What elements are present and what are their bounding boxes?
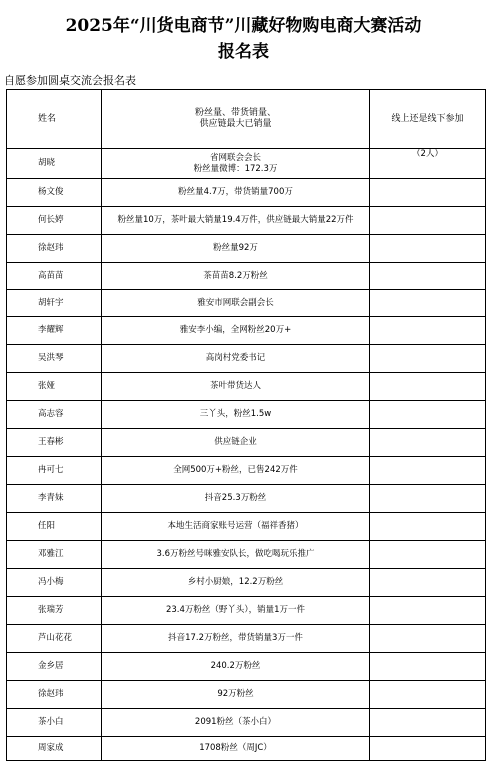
cell-name: 任阳 [7,513,102,541]
cell-name: 何长婷 [7,207,102,235]
cell-mode [370,625,486,653]
table-row [7,317,486,345]
cell-stats: 三丫头，粉丝1.5w [102,401,370,429]
cell-mode: （2人） [370,149,486,179]
table-row [7,149,486,179]
cell-stats: 23.4万粉丝（野丫头），销量1万一件 [102,597,370,625]
cell-name: 张瑞芳 [7,597,102,625]
header-mode: 线上还是线下参加 [370,90,486,149]
cell-name: 茶小白 [7,709,102,737]
table-row [7,513,486,541]
cell-mode [370,317,486,345]
table-row [7,541,486,569]
table-row [7,625,486,653]
header-stats-line-1: 粉丝量、带货销量、 [194,108,276,118]
cell-name: 高苗苗 [7,263,102,290]
cell-stats: 雅安市网联会副会长 [102,290,370,317]
cell-mode [370,709,486,737]
cell-mode [370,737,486,761]
registration-table [6,89,486,761]
cell-stats: 全网500万+粉丝，已售242万件 [102,457,370,485]
cell-stats: 茶叶带货达人 [102,373,370,401]
header-stats [102,90,370,149]
cell-stats: 雅安李小编，全网粉丝20万+ [102,317,370,345]
header-stats-line-2: 供应链最大已销量 [199,119,272,129]
cell-name: 金乡居 [7,653,102,681]
table-row [7,207,486,235]
cell-stats: 1708粉丝（周JC） [102,737,370,761]
sheet-subtitle: 自愿参加圆桌交流会报名表 [4,74,136,87]
cell-stats: 粉丝量10万，茶叶最大销量19.4万件，供应链最大销量22万件 [102,207,370,235]
cell-name: 胡轩宇 [7,290,102,317]
cell-stats: 乡村小厨娘，12.2万粉丝 [102,569,370,597]
cell-mode [370,290,486,317]
table-row [7,653,486,681]
header-name: 姓名 [7,90,102,149]
cell-mode [370,513,486,541]
table-row [7,709,486,737]
table-row [7,373,486,401]
cell-mode [370,597,486,625]
cell-mode [370,653,486,681]
cell-stats: 2091粉丝（茶小白） [102,709,370,737]
cell-name: 冯小梅 [7,569,102,597]
table-row [7,737,486,761]
cell-stats: 茶苗苗8.2万粉丝 [102,263,370,290]
table-row [7,597,486,625]
cell-name: 高志容 [7,401,102,429]
table-row [7,485,486,513]
cell-name: 张娅 [7,373,102,401]
table-row [7,179,486,207]
cell-mode [370,235,486,263]
cell-stats [102,149,370,179]
table-row [7,401,486,429]
table-row [7,429,486,457]
cell-name: 王春彬 [7,429,102,457]
cell-stats: 粉丝量4.7万，带货销量700万 [102,179,370,207]
cell-mode [370,485,486,513]
cell-mode [370,345,486,373]
cell-name: 吴洪琴 [7,345,102,373]
cell-stats: 抖音17.2万粉丝，带货销量3万一件 [102,625,370,653]
cell-stats: 本地生活商家账号运营（福祥香猪） [102,513,370,541]
title-line-2: 报名表 [218,42,269,62]
cell-mode [370,373,486,401]
cell-stats: 供应链企业 [102,429,370,457]
table-row [7,681,486,709]
table-row [7,345,486,373]
cell-mode [370,207,486,235]
cell-name: 李耀辉 [7,317,102,345]
cell-mode [370,457,486,485]
cell-name: 胡晓 [7,149,102,179]
cell-mode [370,429,486,457]
cell-name: 冉可七 [7,457,102,485]
cell-mode [370,541,486,569]
cell-name: 杨文俊 [7,179,102,207]
cell-stats: 粉丝量92万 [102,235,370,263]
cell-stats: 3.6万粉丝号咪雅安队长，做吃喝玩乐推广 [102,541,370,569]
cell-name: 周家成 [7,737,102,761]
cell-name: 芦山花花 [7,625,102,653]
cell-name: 徐赵玮 [7,681,102,709]
cell-stats: 240.2万粉丝 [102,653,370,681]
cell-name: 邓雅江 [7,541,102,569]
cell-stats-line-1: 省网联会会长 [209,152,261,163]
cell-mode [370,569,486,597]
document-title [0,0,487,74]
cell-mode [370,681,486,709]
title-line-1: 2025年“川货电商节”川藏好物购电商大赛活动 [65,16,422,36]
cell-stats-line-2: 粉丝量微博：172.3万 [193,163,278,174]
table-row [7,290,486,317]
cell-stats: 抖音25.3万粉丝 [102,485,370,513]
cell-mode [370,179,486,207]
table-row [7,569,486,597]
table-row [7,263,486,290]
cell-stats: 高岗村党委书记 [102,345,370,373]
cell-mode [370,263,486,290]
table-row [7,235,486,263]
cell-name: 徐赵玮 [7,235,102,263]
table-header-row [7,90,486,149]
cell-stats: 92万粉丝 [102,681,370,709]
cell-mode [370,401,486,429]
table-row [7,457,486,485]
cell-name: 李青妹 [7,485,102,513]
